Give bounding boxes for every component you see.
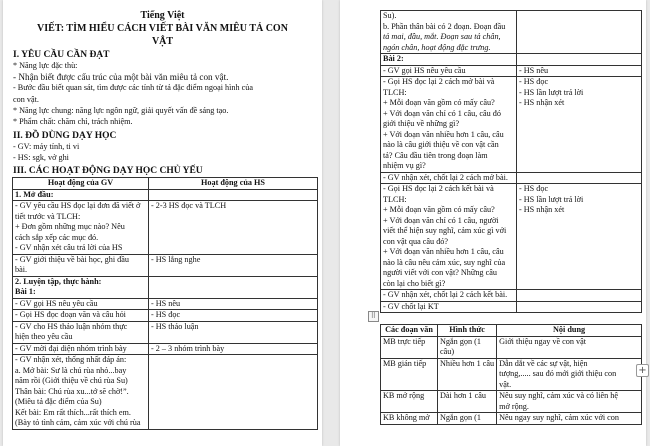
activities-table: [12, 177, 318, 430]
cell-line: câu): [440, 347, 455, 356]
student-activity-cell: [517, 290, 642, 302]
cell-line: - HS đọc: [519, 77, 549, 86]
summary-header: Hình thức: [438, 325, 497, 337]
cell-line: tả? Câu đầu tiên trong đoạn làm: [383, 150, 488, 160]
student-activity-cell: [517, 54, 642, 66]
cell-line: nào là câu nêu cảm xúc, suy nghĩ của: [383, 257, 506, 267]
cell-line: - GV nhận xét, thống nhất đáp án:: [15, 355, 127, 364]
section-heading-activities: III. CÁC HOẠT ĐỘNG DẠY HỌC CHỦ YẾU: [13, 166, 203, 176]
student-activity-cell: [517, 172, 642, 184]
cell-line: - GV gọi HS nêu yêu cầu: [15, 298, 98, 308]
cell-line: TLCH:: [383, 87, 407, 97]
table-row: [13, 298, 318, 310]
teacher-activity-cell: [13, 355, 149, 430]
table-row: [13, 201, 318, 255]
cell-line: + Với đoạn văn nhiều hơn 1 câu, câu: [383, 247, 504, 256]
student-activity-cell: [149, 343, 318, 355]
teacher-activity-cell: [13, 276, 149, 298]
cell-line: - GV nhận xét, chốt lại 2 cách kết bài.: [383, 290, 508, 299]
table-row: [381, 184, 642, 290]
student-activity-cell: [517, 301, 642, 313]
header-student-activity: Hoạt động của HS: [149, 178, 318, 190]
student-activity-cell: [149, 189, 318, 201]
cell-line: MB trực tiếp: [383, 336, 426, 346]
cell-line: - GV chốt lại KT: [383, 301, 439, 311]
cell-line: + Mỗi đoạn văn gồm có mấy câu?: [383, 205, 495, 214]
cell-line: - GV giới thiệu về bài học, ghi đầu: [15, 254, 130, 264]
cell-line: - HS nêu: [519, 65, 549, 75]
teacher-activity-cell: [13, 310, 149, 322]
table-row: [381, 77, 642, 173]
table-row: [381, 54, 642, 66]
paragraph-type-cell: [381, 391, 438, 413]
teacher-activity-cell: [381, 290, 517, 302]
cell-line: - HS đọc: [519, 184, 549, 193]
teacher-activity-cell: [381, 301, 517, 313]
cell-line: ngón chân, hoạt động đặc trưng.: [383, 42, 491, 52]
subject-heading: Tiếng Việt: [140, 10, 185, 21]
cell-line: Bài 1:: [15, 287, 36, 296]
teacher-activity-cell: [381, 11, 517, 54]
summary-header: Các đoạn văn: [381, 325, 438, 337]
summary-row: [381, 391, 642, 413]
cell-line: Thân bài: Chú rùa xu...tớ sẽ chờ!”.: [15, 386, 129, 396]
requirement-line: - Bước đầu biết quan sát, tìm được các tính từ tả đặc điểm ngoại hình của: [13, 83, 254, 93]
teacher-activity-cell: [381, 65, 517, 77]
requirement-line: * Phẩm chất: chăm chỉ, trách nhiệm.: [13, 117, 133, 126]
lesson-title-line2: VẬT: [151, 36, 174, 47]
teacher-activity-cell: [13, 189, 149, 201]
requirement-line: - Nhận biết được cấu trúc của một bài văn miêu tả con vật.: [13, 72, 229, 83]
cell-line: - HS lần lượt trả lời: [519, 87, 584, 97]
header-teacher-activity: Hoạt động của GV: [13, 178, 149, 190]
paragraph-type-cell: [381, 336, 438, 358]
form-cell: [438, 336, 497, 358]
document-page-right: [340, 0, 646, 446]
table-row: [13, 321, 318, 343]
student-activity-cell: [517, 65, 642, 77]
cell-line: Nêu ngay suy nghĩ, cảm xúc với con: [499, 413, 619, 422]
activities-table-continued: [380, 10, 642, 313]
content-cell: [497, 413, 642, 425]
teacher-activity-cell: [13, 343, 149, 355]
student-activity-cell: [149, 321, 318, 343]
student-activity-cell: [149, 298, 318, 310]
summary-header: Nội dung: [497, 325, 642, 337]
cell-line: tiết trước và TLCH:: [15, 211, 81, 221]
material-line: - GV: máy tính, ti vi: [13, 142, 80, 151]
cell-line: tả mai, đầu, mắt. Đoạn sau tả chân,: [383, 32, 501, 41]
cell-line: con vật qua câu đó?: [383, 236, 449, 246]
table-row: [13, 310, 318, 322]
section-heading-materials: II. ĐỒ DÙNG DẠY HỌC: [13, 131, 117, 141]
cell-line: bài.: [15, 265, 28, 274]
requirement-line: * Năng lực chung: năng lực ngôn ngữ, giải quyết vấn đề sáng tạo.: [13, 105, 229, 115]
cell-line: - GV nhận xét câu trả lời của HS: [15, 243, 123, 252]
cell-line: còn lại cho biết gì?: [383, 278, 446, 288]
cell-line: + Với đoạn văn nhiều hơn 1 câu, câu: [383, 129, 504, 139]
student-activity-cell: [149, 276, 318, 298]
cell-line: Kết bài: Em rất thích...rất thích em.: [15, 407, 131, 417]
student-activity-cell: [517, 77, 642, 173]
student-activity-cell: [149, 310, 318, 322]
cell-line: - HS nhận xét: [519, 98, 565, 107]
teacher-activity-cell: [13, 254, 149, 276]
cell-line: - HS lần lượt trả lời: [519, 194, 584, 204]
cell-line: - 2 – 3 nhóm trình bày: [151, 343, 225, 353]
cell-line: TLCH:: [383, 194, 407, 204]
cell-line: viết thể hiện suy nghĩ, cảm xúc gì với: [383, 226, 507, 235]
cell-line: Nhiều hơn 1 câu: [440, 358, 495, 368]
cell-line: vật.: [499, 379, 512, 389]
cell-line: + Mỗi đoạn văn gồm có mấy câu?: [383, 98, 495, 107]
cell-line: a. Mở bài: Sư là chú rùa nhỏ...bay: [15, 365, 127, 375]
teacher-activity-cell: [13, 298, 149, 310]
paragraph-type-cell: [381, 413, 438, 425]
teacher-activity-cell: [381, 184, 517, 290]
cell-line: - GV gọi HS nêu yêu cầu: [383, 65, 466, 75]
cell-line: (Bày tỏ tình cảm, cảm xúc với chú rùa: [15, 418, 141, 427]
student-activity-cell: [517, 184, 642, 290]
cell-line: - Gọi HS đọc lại 2 cách mở bài và: [383, 77, 495, 86]
cell-line: - HS nhận xét: [519, 205, 565, 214]
table-row: [13, 355, 318, 430]
student-activity-cell: [149, 355, 318, 430]
form-cell: [438, 358, 497, 391]
cell-line: + Với đoạn văn chỉ có 1 câu, câu đó: [383, 108, 501, 118]
cell-line: - HS lắng nghe: [151, 254, 201, 264]
cell-line: Dẫn dắt về các sự vật, hiện: [499, 358, 588, 368]
paragraph-type-cell: [381, 358, 438, 391]
cell-line: b. Phần thân bài có 2 đoạn. Đoạn đầu: [383, 21, 506, 31]
table-row: [13, 254, 318, 276]
cell-line: - Gọi HS đọc lại 2 cách kết bài và: [383, 184, 494, 193]
cell-line: Ngắn gọn (1: [440, 336, 481, 346]
table-row: [381, 11, 642, 54]
cell-line: - Gọi HS đọc đoạn văn và câu hỏi: [15, 310, 126, 319]
form-cell: [438, 391, 497, 413]
cell-line: - GV yêu cầu HS đọc lại đơn đã viết ở: [15, 201, 141, 210]
table-move-handle-icon[interactable]: ⠿: [368, 311, 379, 322]
cell-line: - GV cho HS thảo luận nhóm thực: [15, 321, 128, 331]
cell-line: + Với đoạn văn chỉ có 1 câu, người: [383, 215, 499, 225]
material-line: - HS: sgk, vở ghi: [13, 153, 69, 162]
cell-line: KB không mở: [383, 413, 430, 422]
cell-line: tượng,..... sau đó mới giới thiệu con: [499, 369, 617, 378]
cell-line: Ngắn gọn (1: [440, 413, 481, 422]
cell-line: năm rồi (Giới thiệu về chú rùa Su): [15, 376, 128, 385]
summary-table: [380, 324, 642, 425]
requirement-line: * Năng lực đặc thù:: [13, 61, 78, 70]
student-activity-cell: [149, 254, 318, 276]
content-cell: [497, 358, 642, 391]
cell-line: (Miêu tả đặc điểm của Su): [15, 397, 102, 406]
student-activity-cell: [517, 11, 642, 54]
cell-line: nào là câu giới thiệu về con vật cần: [383, 140, 499, 149]
cell-line: - HS đọc: [151, 310, 181, 319]
cell-line: - HS thảo luận: [151, 321, 199, 331]
cell-line: Su).: [383, 11, 397, 20]
cell-line: - 2-3 HS đọc và TLCH: [151, 201, 227, 210]
table-row: [381, 290, 642, 302]
cell-line: + Đơn gồm những mục nào? Nêu: [15, 222, 125, 231]
cell-line: 2. Luyện tập, thực hành:: [15, 276, 102, 286]
summary-row: [381, 413, 642, 425]
cell-line: Dài hơn 1 câu: [440, 391, 486, 400]
cell-line: cách sắp xếp các mục đó.: [15, 232, 99, 242]
cell-line: người viết với con vật? Những câu: [383, 268, 497, 277]
table-row: [381, 301, 642, 313]
cell-line: giới thiệu về những gì?: [383, 119, 460, 128]
cell-line: mở rộng.: [499, 401, 529, 411]
cell-line: Giới thiệu ngay về con vật: [499, 336, 586, 346]
form-cell: [438, 413, 497, 425]
lesson-title-line1: VIẾT: TÌM HIỂU CÁCH VIẾT BÀI VĂN MIÊU TẢ CON: [37, 23, 288, 34]
table-row: [381, 172, 642, 184]
summary-row: [381, 358, 642, 391]
cell-line: hiện theo yêu cầu: [15, 332, 73, 341]
table-row: [381, 65, 642, 77]
teacher-activity-cell: [13, 201, 149, 255]
teacher-activity-cell: [381, 54, 517, 66]
section-heading-requirements: I. YÊU CẦU CẦN ĐẠT: [13, 50, 110, 60]
cell-line: MB gián tiếp: [383, 358, 427, 368]
cell-line: Nêu suy nghĩ, cảm xúc và có liên hệ: [499, 391, 619, 400]
cell-line: nhiệm vụ gì?: [383, 161, 426, 170]
teacher-activity-cell: [13, 321, 149, 343]
exercise-heading: Bài 2:: [383, 54, 404, 63]
table-row: [13, 276, 318, 298]
cell-line: 1. Mở đầu:: [15, 189, 54, 199]
table-row: [13, 343, 318, 355]
cell-line: - GV mời đại diện nhóm trình bày: [15, 343, 127, 353]
cell-line: - HS nêu: [151, 298, 181, 308]
content-cell: [497, 391, 642, 413]
content-cell: [497, 336, 642, 358]
student-activity-cell: [149, 201, 318, 255]
cell-line: KB mở rộng: [383, 391, 425, 400]
document-page-left: [3, 0, 322, 446]
teacher-activity-cell: [381, 77, 517, 173]
add-button[interactable]: +: [636, 364, 649, 377]
teacher-activity-cell: [381, 172, 517, 184]
summary-row: [381, 336, 642, 358]
table-row: [13, 189, 318, 201]
cell-line: - GV nhận xét, chốt lại 2 cách mở bài.: [383, 172, 508, 182]
requirement-line: con vật.: [13, 94, 39, 104]
